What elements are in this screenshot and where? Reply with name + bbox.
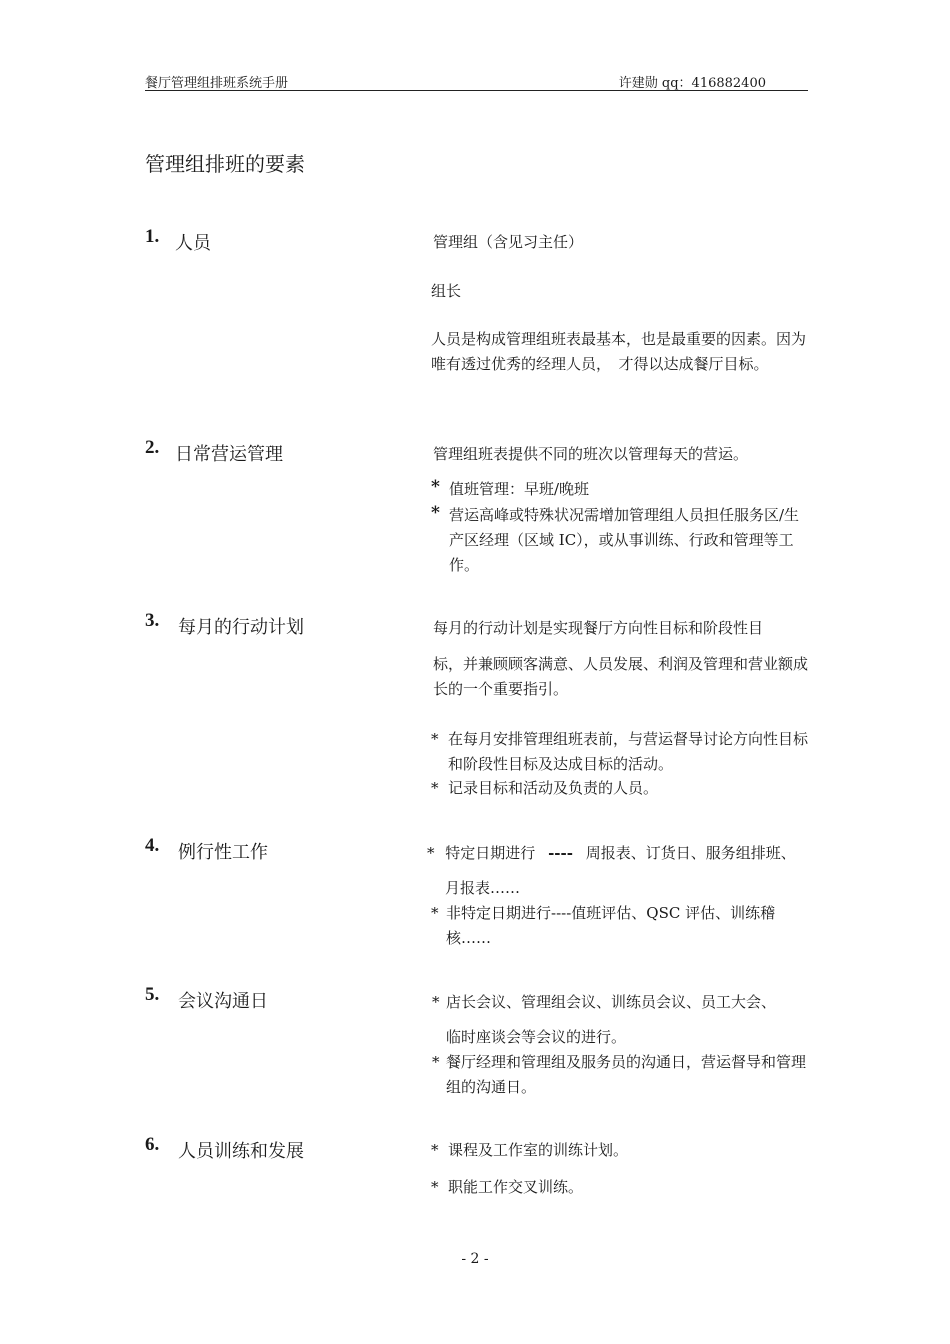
list-item: 课程及工作室的训练计划。 <box>448 1141 629 1159</box>
bullet-marker: * <box>431 503 440 523</box>
section-heading: 例行性工作 <box>178 842 268 863</box>
page-title: 管理组排班的要素 <box>145 152 305 176</box>
bullet-marker: * <box>431 730 439 748</box>
list-item: 记录目标和活动及负责的人员。 <box>448 779 659 797</box>
list-item: 职能工作交叉训练。 <box>448 1178 584 1196</box>
section-number: 1. <box>145 226 160 247</box>
header-author-contact: 许建勋 qq：416882400 <box>618 76 766 91</box>
bullet-marker: * <box>432 993 440 1011</box>
section-paragraph: 人员是构成管理组班表最基本，也是最重要的因素。因为唯有透过优秀的经理人员， 才得以达成餐厅目标。 <box>431 330 807 373</box>
list-item: 在每月安排管理组班表前，与营运督导讨论方向性目标和阶段性目标及达成目标的活动。 <box>448 730 809 773</box>
list-item: 值班管理：早班/晚班 <box>449 480 590 498</box>
bullet-marker: * <box>427 844 435 862</box>
section-number: 3. <box>145 610 160 631</box>
section-heading: 人员 <box>175 233 211 254</box>
item-text: 周报表、订货日、服务组排班、 <box>585 844 796 862</box>
list-item: 店长会议、管理组会议、训练员会议、员工大会、 <box>446 993 777 1011</box>
list-item <box>427 841 796 866</box>
item-dash: ---- <box>548 844 573 862</box>
bullet-marker: * <box>431 779 439 797</box>
list-item-continuation: 临时座谈会等会议的进行。 <box>446 1028 627 1046</box>
section-heading: 会议沟通日 <box>178 991 268 1012</box>
section-number: 4. <box>145 835 160 856</box>
page-number: - 2 - <box>461 1251 489 1267</box>
bullet-marker: * <box>431 904 439 922</box>
list-item-continuation: 月报表…… <box>445 879 521 897</box>
bullet-marker: * <box>431 1141 439 1159</box>
section-intro: 管理组班表提供不同的班次以管理每天的营运。 <box>433 445 749 463</box>
bullet-marker: * <box>431 477 440 497</box>
section-number: 6. <box>145 1134 160 1155</box>
list-item: 非特定日期进行----值班评估、QSC 评估、训练稽核…… <box>446 904 776 947</box>
section-line: 管理组（含见习主任） <box>433 233 584 251</box>
item-text: 特定日期进行 <box>445 844 536 862</box>
page-header <box>145 72 808 91</box>
section-intro: 标，并兼顾顾客满意、人员发展、利润及管理和营业额成长的一个重要指引。 <box>433 655 809 698</box>
section-line: 组长 <box>431 282 462 300</box>
bullet-marker: * <box>432 1053 440 1071</box>
section-number: 5. <box>145 984 160 1005</box>
section-intro: 每月的行动计划是实现餐厅方向性目标和阶段性目 <box>433 619 764 637</box>
list-item: 营运高峰或特殊状况需增加管理组人员担任服务区/生产区经理（区域 IC），或从事训练、行政和管理等工作。 <box>449 506 800 574</box>
header-manual-title: 餐厅管理组排班系统手册 <box>145 76 289 91</box>
section-heading: 人员训练和发展 <box>178 1141 304 1162</box>
list-item: 餐厅经理和管理组及服务员的沟通日，营运督导和管理组的沟通日。 <box>446 1053 807 1096</box>
bullet-marker: * <box>431 1178 439 1196</box>
section-heading: 日常营运管理 <box>175 444 283 465</box>
section-number: 2. <box>145 437 160 458</box>
section-heading: 每月的行动计划 <box>178 617 304 638</box>
